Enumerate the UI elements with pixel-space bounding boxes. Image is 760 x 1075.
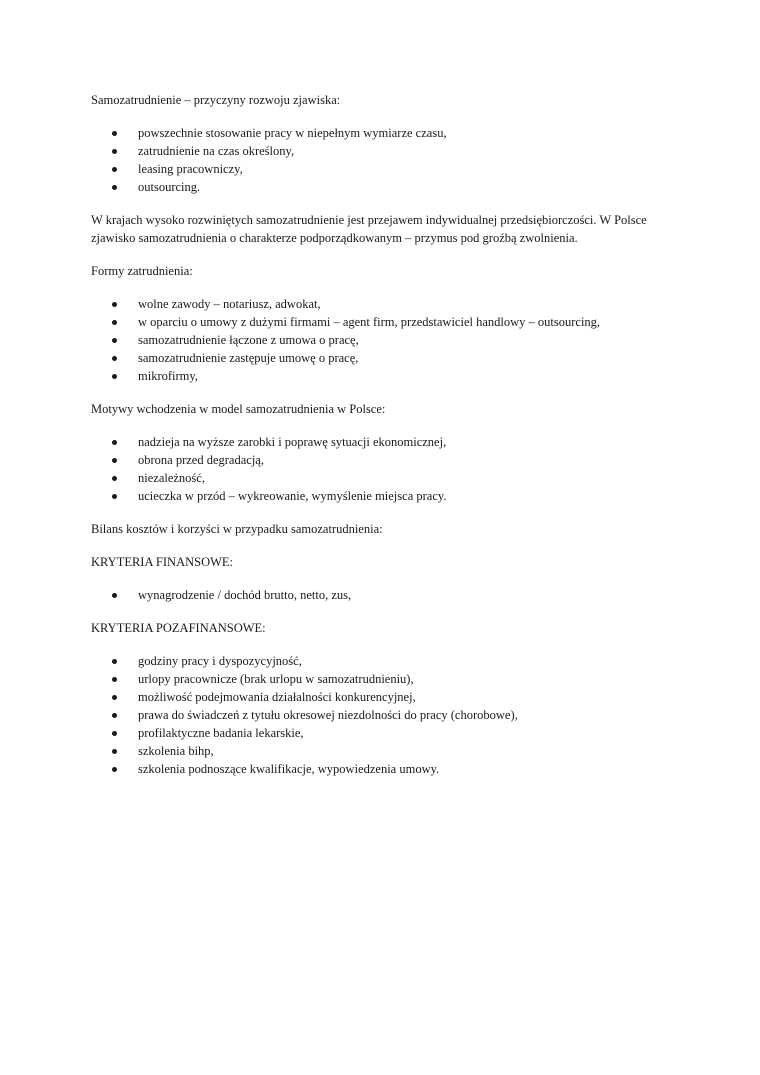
paragraph: Bilans kosztów i korzyści w przypadku samozatrudnienia: — [91, 522, 383, 536]
bullet-icon — [112, 767, 117, 772]
list-item-text: prawa do świadczeń z tytułu okresowej niezdolności do pracy (chorobowe), — [138, 708, 518, 722]
list-item — [91, 487, 681, 505]
list-item-text: możliwość podejmowania działalności konkurencyjnej, — [138, 690, 416, 704]
bullet-icon — [112, 320, 117, 325]
list-item — [91, 178, 681, 196]
list-item-text: w oparciu o umowy z dużymi firmami – agent firm, przedstawiciel handlowy – outsourcing, — [138, 315, 601, 329]
list-item — [91, 688, 681, 706]
list-item — [91, 670, 681, 688]
list-item — [91, 652, 681, 670]
bullet-icon — [112, 494, 117, 499]
bullet-icon — [112, 713, 117, 718]
bullet-icon — [112, 167, 117, 172]
list-item-text: niezależność, — [138, 471, 205, 485]
list-item-text: wynagrodzenie / dochód brutto, netto, zus, — [138, 588, 352, 602]
bullet-icon — [112, 302, 117, 307]
list-item — [91, 760, 681, 778]
list-item-text: wolne zawody – notariusz, adwokat, — [138, 297, 321, 311]
list-item-text: obrona przed degradacją, — [138, 453, 264, 467]
list-item-text: ucieczka w przód – wykreowanie, wymyślenie miejsca pracy. — [138, 489, 447, 503]
list-item-text: mikrofirmy, — [138, 369, 198, 383]
bullet-icon — [112, 659, 117, 664]
paragraph: W krajach wysoko rozwiniętych samozatrudnienie jest przejawem indywidualnej przedsiębiorczości. W Polsce zjawisko samozatrudnienia o charakterze podporządkowanym – przymus pod groźbą zwolnienia. — [91, 213, 647, 245]
list-item-text: szkolenia bihp, — [138, 744, 214, 758]
bullet-icon — [112, 677, 117, 682]
list-item — [91, 313, 681, 331]
bullet-list — [91, 586, 681, 604]
list-item-text: samozatrudnienie łączone z umowa o pracę, — [138, 333, 359, 347]
list-item-text: samozatrudnienie zastępuje umowę o pracę, — [138, 351, 359, 365]
list-item-text: powszechnie stosowanie pracy w niepełnym wymiarze czasu, — [138, 126, 447, 140]
bullet-list — [91, 433, 681, 505]
list-item — [91, 331, 681, 349]
paragraph: KRYTERIA FINANSOWE: — [91, 555, 234, 569]
bullet-icon — [112, 131, 117, 136]
list-item — [91, 451, 681, 469]
bullet-icon — [112, 185, 117, 190]
list-item — [91, 724, 681, 742]
bullet-icon — [112, 338, 117, 343]
bullet-icon — [112, 695, 117, 700]
paragraph: Motywy wchodzenia w model samozatrudnienia w Polsce: — [91, 402, 386, 416]
list-item — [91, 160, 681, 178]
list-item — [91, 295, 681, 313]
bullet-icon — [112, 476, 117, 481]
list-item-text: urlopy pracownicze (brak urlopu w samozatrudnieniu), — [138, 672, 414, 686]
bullet-icon — [112, 593, 117, 598]
paragraph: Samozatrudnienie – przyczyny rozwoju zjawiska: — [91, 93, 341, 107]
bullet-icon — [112, 374, 117, 379]
list-item — [91, 742, 681, 760]
bullet-icon — [112, 356, 117, 361]
list-item-text: leasing pracowniczy, — [138, 162, 243, 176]
paragraph: Formy zatrudnienia: — [91, 264, 193, 278]
list-item-text: zatrudnienie na czas określony, — [138, 144, 295, 158]
list-item — [91, 433, 681, 451]
list-item — [91, 367, 681, 385]
bullet-icon — [112, 458, 117, 463]
list-item — [91, 142, 681, 160]
paragraph: KRYTERIA POZAFINANSOWE: — [91, 621, 266, 635]
list-item — [91, 586, 681, 604]
list-item-text: outsourcing. — [138, 180, 201, 194]
document-body — [91, 91, 681, 793]
bullet-list — [91, 652, 681, 778]
list-item-text: godziny pracy i dyspozycyjność, — [138, 654, 302, 668]
list-item — [91, 124, 681, 142]
list-item-text: profilaktyczne badania lekarskie, — [138, 726, 304, 740]
list-item-text: nadzieja na wyższe zarobki i poprawę sytuacji ekonomicznej, — [138, 435, 447, 449]
bullet-icon — [112, 440, 117, 445]
list-item-text: szkolenia podnoszące kwalifikacje, wypowiedzenia umowy. — [138, 762, 440, 776]
bullet-icon — [112, 749, 117, 754]
bullet-icon — [112, 149, 117, 154]
bullet-list — [91, 295, 681, 385]
list-item — [91, 706, 681, 724]
bullet-icon — [112, 731, 117, 736]
list-item — [91, 469, 681, 487]
bullet-list — [91, 124, 681, 196]
list-item — [91, 349, 681, 367]
